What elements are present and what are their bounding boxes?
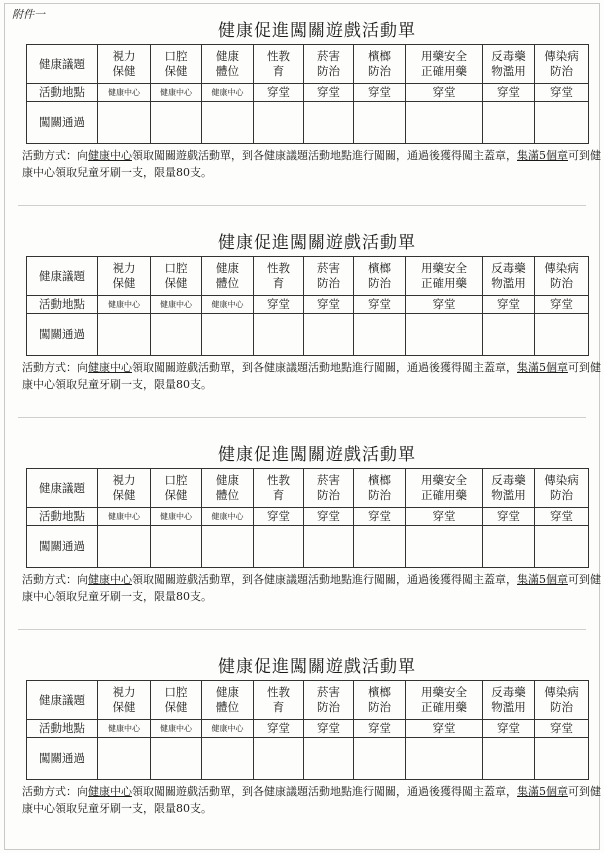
topic-line1: 健康 <box>216 261 239 275</box>
topic-line2: 防治 <box>368 276 391 290</box>
topic-line2: 體位 <box>216 488 239 502</box>
desc-collect: 集滿5個章 <box>517 361 568 374</box>
location-row-label: 活動地點 <box>27 508 98 526</box>
stamp-box <box>98 738 151 780</box>
pass-row-label: 闖關通過 <box>27 314 98 356</box>
topic-line2: 正確用藥 <box>421 276 467 290</box>
stamp-box <box>202 738 254 780</box>
desc-post: 可到健康中心領取兒童牙刷一支，限量80支。 <box>22 573 601 603</box>
topic-line2: 體位 <box>216 700 239 714</box>
location-cell: 健康中心 <box>98 296 151 314</box>
topic-line2: 保健 <box>112 276 136 290</box>
activity-table <box>26 468 589 568</box>
topic-cell <box>304 45 354 84</box>
topic-line2: 體位 <box>216 276 239 290</box>
stamp-box <box>483 738 535 780</box>
topic-cell <box>535 45 589 84</box>
topic-row-label: 健康議題 <box>27 469 98 508</box>
topic-line1: 菸害 <box>317 473 340 487</box>
location-cell: 穿堂 <box>254 508 304 526</box>
topic-cell <box>406 681 483 720</box>
topic-line1: 檳榔 <box>368 685 391 699</box>
topic-cell <box>304 257 354 296</box>
pass-row <box>27 526 589 568</box>
card-title: 健康促進闖關遊戲活動單 <box>218 233 416 253</box>
location-cell: 穿堂 <box>304 296 354 314</box>
topic-line1: 口腔 <box>164 261 188 275</box>
topic-line1: 用藥安全 <box>421 49 467 63</box>
topic-cell <box>304 681 354 720</box>
topic-line2: 防治 <box>550 700 573 714</box>
topic-cell <box>535 681 589 720</box>
topic-line2: 保健 <box>112 700 136 714</box>
topic-line2: 防治 <box>317 488 340 502</box>
activity-description <box>22 147 602 181</box>
topic-line1: 口腔 <box>164 49 188 63</box>
card-title: 健康促進闖關遊戲活動單 <box>218 21 416 41</box>
desc-health-center: 健康中心 <box>88 361 132 374</box>
topic-line2: 防治 <box>550 488 573 502</box>
topic-line1: 傳染病 <box>544 473 579 487</box>
location-cell: 穿堂 <box>354 508 406 526</box>
topic-line1: 傳染病 <box>544 49 579 63</box>
stamp-box <box>406 526 483 568</box>
topic-line1: 反毒藥 <box>491 49 526 63</box>
topic-cell <box>406 45 483 84</box>
activity-description <box>22 783 602 817</box>
stamp-box <box>483 526 535 568</box>
topic-line2: 物濫用 <box>491 276 526 290</box>
location-row-label: 活動地點 <box>27 84 98 102</box>
location-cell: 穿堂 <box>535 84 589 102</box>
activity-table <box>26 680 589 780</box>
topic-cell <box>254 469 304 508</box>
stamp-box <box>535 102 589 144</box>
location-cell: 健康中心 <box>202 508 254 526</box>
annex-label: 附件一 <box>12 8 45 21</box>
topic-cell <box>151 257 202 296</box>
location-cell: 穿堂 <box>483 84 535 102</box>
location-row-label: 活動地點 <box>27 720 98 738</box>
location-cell: 穿堂 <box>304 508 354 526</box>
topic-line2: 防治 <box>317 276 340 290</box>
topic-cell <box>535 257 589 296</box>
topic-cell <box>406 257 483 296</box>
topic-line1: 菸害 <box>317 49 340 63</box>
topic-line2: 防治 <box>368 488 391 502</box>
topic-line2: 保健 <box>164 700 188 714</box>
topic-cell <box>151 681 202 720</box>
location-cell: 穿堂 <box>406 84 483 102</box>
topic-row <box>27 257 589 296</box>
desc-collect: 集滿5個章 <box>517 573 568 586</box>
activity-description <box>22 571 602 605</box>
topic-cell <box>202 681 254 720</box>
stamp-box <box>254 102 304 144</box>
stamp-box <box>254 526 304 568</box>
topic-line1: 性教 <box>267 261 290 275</box>
topic-cell <box>254 257 304 296</box>
topic-line1: 用藥安全 <box>421 473 467 487</box>
topic-cell <box>202 469 254 508</box>
desc-collect: 集滿5個章 <box>517 149 568 162</box>
topic-line1: 口腔 <box>164 473 188 487</box>
location-cell: 穿堂 <box>304 720 354 738</box>
topic-line2: 防治 <box>368 64 391 78</box>
location-cell: 穿堂 <box>483 508 535 526</box>
topic-cell <box>483 681 535 720</box>
location-cell: 健康中心 <box>98 84 151 102</box>
topic-line1: 菸害 <box>317 261 340 275</box>
location-row <box>27 720 589 738</box>
topic-line1: 性教 <box>267 473 290 487</box>
desc-post: 可到健康中心領取兒童牙刷一支，限量80支。 <box>22 785 601 815</box>
topic-row-label: 健康議題 <box>27 681 98 720</box>
activity-card <box>22 18 601 181</box>
location-cell: 健康中心 <box>98 720 151 738</box>
topic-cell <box>98 469 151 508</box>
stamp-box <box>202 314 254 356</box>
topic-line1: 健康 <box>216 49 239 63</box>
desc-pre: 向 <box>77 361 88 374</box>
pass-row-label: 闖關通過 <box>27 102 98 144</box>
stamp-box <box>535 738 589 780</box>
topic-line2: 正確用藥 <box>421 64 467 78</box>
pass-row <box>27 738 589 780</box>
topic-line2: 防治 <box>317 700 340 714</box>
stamp-box <box>304 738 354 780</box>
topic-cell <box>483 469 535 508</box>
stamp-box <box>304 526 354 568</box>
desc-label: 活動方式： <box>22 785 77 798</box>
card-separator <box>18 417 586 418</box>
topic-line1: 反毒藥 <box>491 261 526 275</box>
topic-line1: 反毒藥 <box>491 473 526 487</box>
topic-cell <box>304 469 354 508</box>
stamp-box <box>535 314 589 356</box>
desc-post: 可到健康中心領取兒童牙刷一支，限量80支。 <box>22 361 601 391</box>
topic-row-label: 健康議題 <box>27 45 98 84</box>
topic-cell <box>202 257 254 296</box>
topic-cell <box>98 45 151 84</box>
activity-card <box>22 230 601 393</box>
desc-health-center: 健康中心 <box>88 785 132 798</box>
topic-row <box>27 45 589 84</box>
topic-line2: 物濫用 <box>491 64 526 78</box>
location-row <box>27 84 589 102</box>
topic-line1: 傳染病 <box>544 261 579 275</box>
topic-line1: 檳榔 <box>368 261 391 275</box>
stamp-box <box>98 102 151 144</box>
topic-line1: 菸害 <box>317 685 340 699</box>
topic-row-label: 健康議題 <box>27 257 98 296</box>
stamp-box <box>151 526 202 568</box>
topic-line2: 物濫用 <box>491 488 526 502</box>
location-cell: 穿堂 <box>254 84 304 102</box>
desc-label: 活動方式： <box>22 361 77 374</box>
topic-line1: 視力 <box>112 261 136 275</box>
stamp-box <box>483 102 535 144</box>
topic-cell <box>535 469 589 508</box>
desc-collect: 集滿5個章 <box>517 785 568 798</box>
desc-label: 活動方式： <box>22 149 77 162</box>
topic-cell <box>483 45 535 84</box>
desc-mid: 領取闖關遊戲活動單，到各健康議題活動地點進行闖關，通過後獲得闖主蓋章， <box>132 785 517 798</box>
location-cell: 穿堂 <box>535 296 589 314</box>
stamp-box <box>151 314 202 356</box>
topic-line2: 防治 <box>368 700 391 714</box>
location-row <box>27 508 589 526</box>
topic-cell <box>151 45 202 84</box>
location-cell: 穿堂 <box>254 720 304 738</box>
topic-line2: 育 <box>272 64 285 78</box>
pass-row-label: 闖關通過 <box>27 738 98 780</box>
topic-cell <box>254 45 304 84</box>
location-cell: 健康中心 <box>151 508 202 526</box>
location-cell: 穿堂 <box>535 508 589 526</box>
desc-health-center: 健康中心 <box>88 149 132 162</box>
topic-line2: 保健 <box>112 64 136 78</box>
stamp-box <box>406 738 483 780</box>
card-separator <box>18 205 586 206</box>
topic-line1: 性教 <box>267 49 290 63</box>
stamp-box <box>151 738 202 780</box>
location-cell: 穿堂 <box>406 508 483 526</box>
topic-cell <box>354 469 406 508</box>
desc-mid: 領取闖關遊戲活動單，到各健康議題活動地點進行闖關，通過後獲得闖主蓋章， <box>132 361 517 374</box>
topic-line1: 檳榔 <box>368 473 391 487</box>
topic-line2: 防治 <box>317 64 340 78</box>
location-cell: 健康中心 <box>151 296 202 314</box>
topic-line2: 體位 <box>216 64 239 78</box>
stamp-box <box>406 314 483 356</box>
topic-line2: 保健 <box>164 64 188 78</box>
topic-line2: 防治 <box>550 276 573 290</box>
topic-line1: 性教 <box>267 685 290 699</box>
topic-cell <box>98 681 151 720</box>
topic-row <box>27 681 589 720</box>
card-title: 健康促進闖關遊戲活動單 <box>218 657 416 677</box>
topic-row <box>27 469 589 508</box>
location-cell: 健康中心 <box>98 508 151 526</box>
desc-pre: 向 <box>77 785 88 798</box>
stamp-box <box>98 314 151 356</box>
pass-row <box>27 314 589 356</box>
topic-cell <box>98 257 151 296</box>
location-cell: 穿堂 <box>304 84 354 102</box>
location-cell: 穿堂 <box>483 296 535 314</box>
stamp-box <box>202 102 254 144</box>
topic-line2: 正確用藥 <box>421 700 467 714</box>
location-cell: 穿堂 <box>535 720 589 738</box>
topic-line2: 保健 <box>164 276 188 290</box>
location-row-label: 活動地點 <box>27 296 98 314</box>
card-title: 健康促進闖關遊戲活動單 <box>218 445 416 465</box>
desc-label: 活動方式： <box>22 573 77 586</box>
topic-line2: 育 <box>272 700 285 714</box>
stamp-box <box>151 102 202 144</box>
topic-line1: 反毒藥 <box>491 685 526 699</box>
topic-cell <box>354 681 406 720</box>
topic-line2: 物濫用 <box>491 700 526 714</box>
topic-line2: 防治 <box>550 64 573 78</box>
topic-line1: 視力 <box>112 473 136 487</box>
topic-line1: 用藥安全 <box>421 685 467 699</box>
stamp-box <box>202 526 254 568</box>
topic-line2: 育 <box>272 488 285 502</box>
stamp-box <box>535 526 589 568</box>
topic-line1: 傳染病 <box>544 685 579 699</box>
card-separator <box>18 629 586 630</box>
pass-row-label: 闖關通過 <box>27 526 98 568</box>
topic-line1: 檳榔 <box>368 49 391 63</box>
topic-line1: 視力 <box>112 49 136 63</box>
activity-table <box>26 256 589 356</box>
desc-mid: 領取闖關遊戲活動單，到各健康議題活動地點進行闖關，通過後獲得闖主蓋章， <box>132 573 517 586</box>
stamp-box <box>304 314 354 356</box>
location-cell: 穿堂 <box>483 720 535 738</box>
location-cell: 穿堂 <box>354 296 406 314</box>
topic-line2: 育 <box>272 276 285 290</box>
location-cell: 健康中心 <box>202 720 254 738</box>
topic-line1: 視力 <box>112 685 136 699</box>
topic-cell <box>254 681 304 720</box>
activity-card <box>22 442 601 605</box>
location-cell: 健康中心 <box>151 720 202 738</box>
location-cell: 穿堂 <box>406 296 483 314</box>
location-cell: 穿堂 <box>354 720 406 738</box>
location-row <box>27 296 589 314</box>
topic-line1: 健康 <box>216 685 239 699</box>
topic-line2: 正確用藥 <box>421 488 467 502</box>
stamp-box <box>254 738 304 780</box>
activity-table <box>26 44 589 144</box>
desc-mid: 領取闖關遊戲活動單，到各健康議題活動地點進行闖關，通過後獲得闖主蓋章， <box>132 149 517 162</box>
desc-pre: 向 <box>77 149 88 162</box>
activity-card <box>22 654 601 817</box>
location-cell: 穿堂 <box>406 720 483 738</box>
topic-cell <box>483 257 535 296</box>
topic-cell <box>354 45 406 84</box>
stamp-box <box>354 314 406 356</box>
stamp-box <box>354 738 406 780</box>
desc-health-center: 健康中心 <box>88 573 132 586</box>
stamp-box <box>254 314 304 356</box>
topic-cell <box>354 257 406 296</box>
stamp-box <box>354 102 406 144</box>
desc-post: 可到健康中心領取兒童牙刷一支，限量80支。 <box>22 149 601 179</box>
topic-cell <box>151 469 202 508</box>
location-cell: 健康中心 <box>151 84 202 102</box>
pass-row <box>27 102 589 144</box>
location-cell: 穿堂 <box>354 84 406 102</box>
location-cell: 健康中心 <box>202 84 254 102</box>
topic-line1: 健康 <box>216 473 239 487</box>
location-cell: 穿堂 <box>254 296 304 314</box>
stamp-box <box>354 526 406 568</box>
topic-line2: 保健 <box>112 488 136 502</box>
stamp-box <box>98 526 151 568</box>
stamp-box <box>483 314 535 356</box>
desc-pre: 向 <box>77 573 88 586</box>
stamp-box <box>406 102 483 144</box>
topic-line1: 口腔 <box>164 685 188 699</box>
activity-description <box>22 359 602 393</box>
topic-cell <box>202 45 254 84</box>
topic-line1: 用藥安全 <box>421 261 467 275</box>
location-cell: 健康中心 <box>202 296 254 314</box>
stamp-box <box>304 102 354 144</box>
topic-cell <box>406 469 483 508</box>
topic-line2: 保健 <box>164 488 188 502</box>
